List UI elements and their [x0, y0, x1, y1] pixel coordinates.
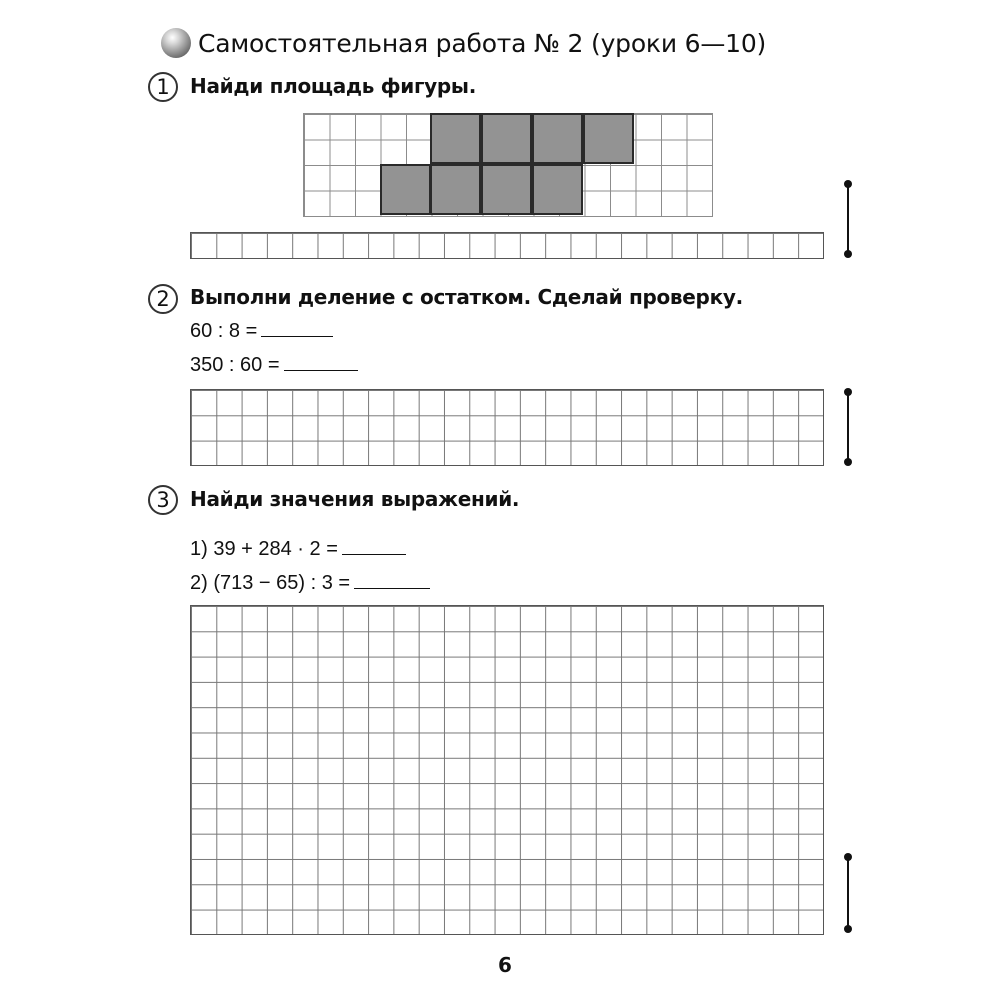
- title-bullet-icon: [161, 28, 191, 58]
- expression-text: 60 : 8 =: [190, 320, 258, 342]
- expression-text: 350 : 60 =: [190, 354, 280, 376]
- figure-cell: [430, 113, 481, 164]
- expression-3-2: [190, 568, 430, 597]
- task-2-number: 2: [148, 284, 178, 314]
- figure-cell: [532, 164, 583, 215]
- expression-text: 2) (713 − 65) : 3 =: [190, 572, 351, 594]
- figure-cell: [583, 113, 634, 164]
- task-2-text: Выполни деление с остатком. Сделай проверку.: [190, 285, 743, 309]
- figure-cell: [430, 164, 481, 215]
- answer-blank[interactable]: [342, 534, 406, 555]
- figure-cell: [481, 113, 532, 164]
- margin-bracket-icon: [843, 180, 853, 258]
- answer-blank[interactable]: [354, 568, 430, 589]
- answer-grid-2[interactable]: [190, 389, 824, 466]
- answer-grid-3[interactable]: [190, 605, 824, 935]
- figure-cell: [380, 164, 431, 215]
- page-number: 6: [498, 953, 512, 977]
- task-1-number: 1: [148, 72, 178, 102]
- margin-bracket-icon: [843, 388, 853, 466]
- task-1-text: Найди площадь фигуры.: [190, 74, 476, 98]
- page-title: Самостоятельная работа № 2 (уроки 6—10): [198, 29, 767, 58]
- answer-blank[interactable]: [261, 316, 333, 337]
- answer-blank[interactable]: [284, 350, 358, 371]
- answer-grid-1[interactable]: [190, 232, 824, 259]
- expression-2-1: [190, 316, 333, 345]
- expression-text: 1) 39 + 284 · 2 =: [190, 538, 338, 560]
- figure-cell: [481, 164, 532, 215]
- task-3-number: 3: [148, 485, 178, 515]
- figure-cell: [532, 113, 583, 164]
- expression-3-1: [190, 534, 406, 563]
- task-3-text: Найди значения выражений.: [190, 487, 520, 511]
- margin-bracket-icon: [843, 853, 853, 933]
- expression-2-2: [190, 350, 358, 379]
